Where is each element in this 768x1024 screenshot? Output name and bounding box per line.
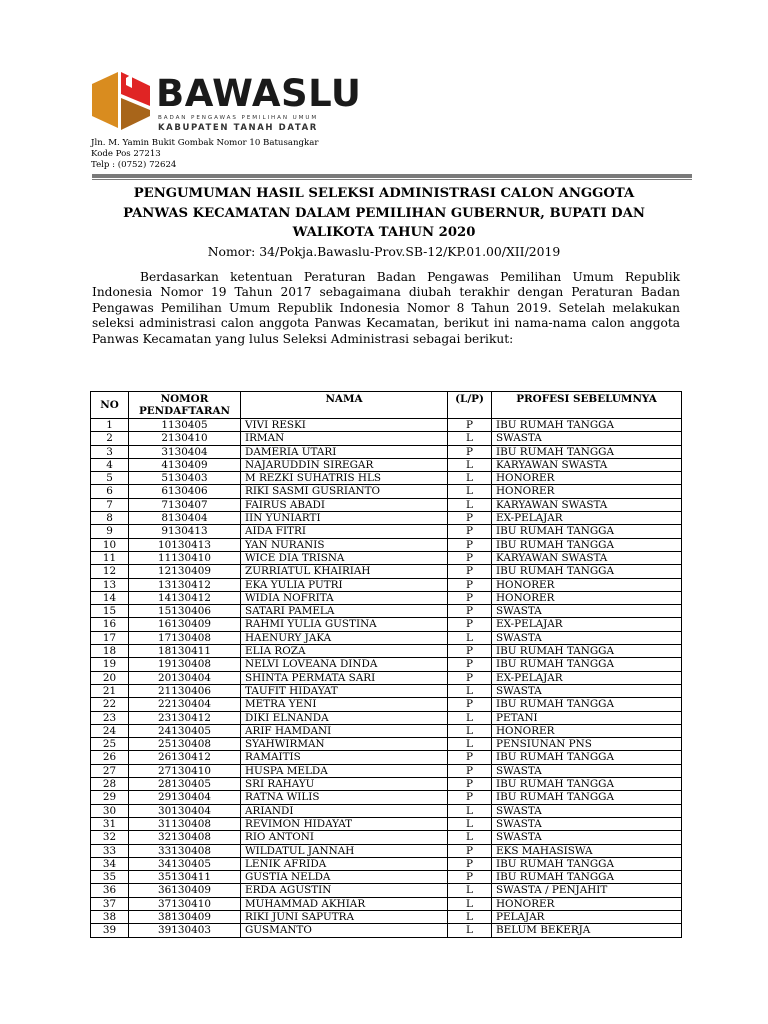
row-profesi: HONORER bbox=[492, 485, 682, 498]
table-row bbox=[91, 924, 682, 937]
row-nomor-pendaftaran: 37130410 bbox=[129, 897, 241, 910]
row-profesi: EX-PELAJAR bbox=[492, 512, 682, 525]
row-nama: DAMERIA UTARI bbox=[241, 445, 448, 458]
row-nomor-pendaftaran: 4130409 bbox=[129, 458, 241, 471]
row-nomor-pendaftaran: 19130408 bbox=[129, 658, 241, 671]
row-nomor-pendaftaran: 35130411 bbox=[129, 871, 241, 884]
row-no: 32 bbox=[91, 831, 129, 844]
table-row bbox=[91, 645, 682, 658]
row-profesi: HONORER bbox=[492, 472, 682, 485]
row-profesi: IBU RUMAH TANGGA bbox=[492, 445, 682, 458]
table-row bbox=[91, 419, 682, 432]
row-lp: P bbox=[448, 578, 492, 591]
row-lp: P bbox=[448, 591, 492, 604]
table-header-row bbox=[91, 392, 682, 419]
row-lp: L bbox=[448, 910, 492, 923]
row-no: 18 bbox=[91, 645, 129, 658]
row-no: 23 bbox=[91, 711, 129, 724]
row-lp: L bbox=[448, 804, 492, 817]
row-no: 36 bbox=[91, 884, 129, 897]
table-row bbox=[91, 445, 682, 458]
row-no: 30 bbox=[91, 804, 129, 817]
row-nomor-pendaftaran: 12130409 bbox=[129, 565, 241, 578]
row-nomor-pendaftaran: 2130410 bbox=[129, 432, 241, 445]
row-lp: L bbox=[448, 924, 492, 937]
row-profesi: IBU RUMAH TANGGA bbox=[492, 791, 682, 804]
row-profesi: HONORER bbox=[492, 724, 682, 737]
table-row bbox=[91, 884, 682, 897]
row-lp: P bbox=[448, 565, 492, 578]
header-no: NO bbox=[91, 392, 129, 419]
title-line-2: PANWAS KECAMATAN DALAM PEMILIHAN GUBERNUR, BUPATI DAN bbox=[123, 205, 645, 221]
row-profesi: IBU RUMAH TANGGA bbox=[492, 538, 682, 551]
row-nama: SRI RAHAYU bbox=[241, 778, 448, 791]
row-profesi: PETANI bbox=[492, 711, 682, 724]
row-nama: ELIA ROZA bbox=[241, 645, 448, 658]
row-nama: LENIK AFRIDA bbox=[241, 857, 448, 870]
row-lp: P bbox=[448, 618, 492, 631]
row-no: 27 bbox=[91, 764, 129, 777]
row-lp: L bbox=[448, 897, 492, 910]
table-row bbox=[91, 658, 682, 671]
table-row bbox=[91, 871, 682, 884]
table-row bbox=[91, 618, 682, 631]
table-row bbox=[91, 458, 682, 471]
row-profesi: IBU RUMAH TANGGA bbox=[492, 871, 682, 884]
row-no: 29 bbox=[91, 791, 129, 804]
table-row bbox=[91, 472, 682, 485]
row-nomor-pendaftaran: 32130408 bbox=[129, 831, 241, 844]
table-row bbox=[91, 844, 682, 857]
row-nomor-pendaftaran: 11130410 bbox=[129, 551, 241, 564]
row-profesi: IBU RUMAH TANGGA bbox=[492, 698, 682, 711]
table-row bbox=[91, 791, 682, 804]
row-no: 19 bbox=[91, 658, 129, 671]
row-no: 10 bbox=[91, 538, 129, 551]
row-nomor-pendaftaran: 23130412 bbox=[129, 711, 241, 724]
table-row bbox=[91, 512, 682, 525]
row-no: 2 bbox=[91, 432, 129, 445]
row-nomor-pendaftaran: 22130404 bbox=[129, 698, 241, 711]
row-no: 8 bbox=[91, 512, 129, 525]
row-no: 9 bbox=[91, 525, 129, 538]
row-profesi: KARYAWAN SWASTA bbox=[492, 458, 682, 471]
row-nama: NAJARUDDIN SIREGAR bbox=[241, 458, 448, 471]
row-nama: FAIRUS ABADI bbox=[241, 498, 448, 511]
row-lp: P bbox=[448, 512, 492, 525]
row-nomor-pendaftaran: 17130408 bbox=[129, 631, 241, 644]
bawaslu-emblem-icon bbox=[90, 70, 156, 132]
row-no: 11 bbox=[91, 551, 129, 564]
row-nomor-pendaftaran: 7130407 bbox=[129, 498, 241, 511]
table-row bbox=[91, 857, 682, 870]
row-nomor-pendaftaran: 24130405 bbox=[129, 724, 241, 737]
row-profesi: SWASTA bbox=[492, 831, 682, 844]
row-no: 12 bbox=[91, 565, 129, 578]
table-row bbox=[91, 565, 682, 578]
header-nama: NAMA bbox=[241, 392, 448, 419]
row-no: 5 bbox=[91, 472, 129, 485]
title-line-3: WALIKOTA TAHUN 2020 bbox=[292, 225, 476, 240]
row-nama: ARIF HAMDANI bbox=[241, 724, 448, 737]
row-nama: RAHMI YULIA GUSTINA bbox=[241, 618, 448, 631]
row-nomor-pendaftaran: 27130410 bbox=[129, 764, 241, 777]
row-lp: L bbox=[448, 498, 492, 511]
table-row bbox=[91, 671, 682, 684]
table-row bbox=[91, 724, 682, 737]
row-profesi: IBU RUMAH TANGGA bbox=[492, 857, 682, 870]
row-nama: METRA YENI bbox=[241, 698, 448, 711]
row-nama: ARIANDI bbox=[241, 804, 448, 817]
row-lp: L bbox=[448, 485, 492, 498]
row-nomor-pendaftaran: 10130413 bbox=[129, 538, 241, 551]
row-no: 14 bbox=[91, 591, 129, 604]
row-profesi: SWASTA bbox=[492, 605, 682, 618]
row-lp: P bbox=[448, 605, 492, 618]
row-lp: P bbox=[448, 645, 492, 658]
row-profesi: IBU RUMAH TANGGA bbox=[492, 525, 682, 538]
table-row bbox=[91, 591, 682, 604]
row-no: 15 bbox=[91, 605, 129, 618]
row-nama: EKA YULIA PUTRI bbox=[241, 578, 448, 591]
bawaslu-logo bbox=[90, 70, 362, 134]
row-lp: P bbox=[448, 751, 492, 764]
row-no: 7 bbox=[91, 498, 129, 511]
row-profesi: BELUM BEKERJA bbox=[492, 924, 682, 937]
table-row bbox=[91, 778, 682, 791]
table-row bbox=[91, 578, 682, 591]
brand-name: BAWASLU bbox=[156, 72, 362, 115]
row-lp: P bbox=[448, 671, 492, 684]
row-profesi: IBU RUMAH TANGGA bbox=[492, 778, 682, 791]
row-nomor-pendaftaran: 25130408 bbox=[129, 738, 241, 751]
row-nomor-pendaftaran: 21130406 bbox=[129, 684, 241, 697]
row-lp: P bbox=[448, 419, 492, 432]
row-no: 25 bbox=[91, 738, 129, 751]
row-lp: P bbox=[448, 857, 492, 870]
table-row bbox=[91, 711, 682, 724]
row-no: 17 bbox=[91, 631, 129, 644]
table-row bbox=[91, 817, 682, 830]
row-profesi: IBU RUMAH TANGGA bbox=[492, 751, 682, 764]
table-row bbox=[91, 631, 682, 644]
row-nomor-pendaftaran: 6130406 bbox=[129, 485, 241, 498]
table-row bbox=[91, 525, 682, 538]
row-nama: RIO ANTONI bbox=[241, 831, 448, 844]
row-lp: P bbox=[448, 764, 492, 777]
row-nama: RIKI JUNI SAPUTRA bbox=[241, 910, 448, 923]
row-nomor-pendaftaran: 9130413 bbox=[129, 525, 241, 538]
row-profesi: PENSIUNAN PNS bbox=[492, 738, 682, 751]
row-no: 13 bbox=[91, 578, 129, 591]
row-no: 33 bbox=[91, 844, 129, 857]
row-no: 4 bbox=[91, 458, 129, 471]
table-row bbox=[91, 698, 682, 711]
row-nomor-pendaftaran: 30130404 bbox=[129, 804, 241, 817]
row-nomor-pendaftaran: 8130404 bbox=[129, 512, 241, 525]
row-lp: L bbox=[448, 432, 492, 445]
address-phone: Telp : (0752) 72624 bbox=[91, 160, 177, 170]
row-nomor-pendaftaran: 29130404 bbox=[129, 791, 241, 804]
row-lp: P bbox=[448, 778, 492, 791]
header-nomor-pendaftaran bbox=[129, 392, 241, 419]
table-row bbox=[91, 485, 682, 498]
row-profesi: SWASTA bbox=[492, 684, 682, 697]
row-nama: ZURRIATUL KHAIRIAH bbox=[241, 565, 448, 578]
row-nama: WILDATUL JANNAH bbox=[241, 844, 448, 857]
row-no: 24 bbox=[91, 724, 129, 737]
header-nomor-line2: PENDAFTARAN bbox=[138, 405, 231, 418]
row-profesi: IBU RUMAH TANGGA bbox=[492, 419, 682, 432]
row-no: 28 bbox=[91, 778, 129, 791]
row-nama: RATNA WILIS bbox=[241, 791, 448, 804]
row-nama: GUSMANTO bbox=[241, 924, 448, 937]
row-lp: P bbox=[448, 445, 492, 458]
header-divider-thin bbox=[92, 179, 692, 180]
row-lp: P bbox=[448, 844, 492, 857]
row-lp: P bbox=[448, 658, 492, 671]
row-no: 21 bbox=[91, 684, 129, 697]
row-no: 1 bbox=[91, 419, 129, 432]
brand-region: KABUPATEN TANAH DATAR bbox=[158, 123, 318, 133]
row-nomor-pendaftaran: 26130412 bbox=[129, 751, 241, 764]
document-number: Nomor: 34/Pokja.Bawaslu-Prov.SB-12/KP.01.00/XII/2019 bbox=[207, 244, 561, 259]
row-profesi: EX-PELAJAR bbox=[492, 671, 682, 684]
row-nomor-pendaftaran: 20130404 bbox=[129, 671, 241, 684]
table-row bbox=[91, 684, 682, 697]
row-no: 35 bbox=[91, 871, 129, 884]
row-nama: SATARI PAMELA bbox=[241, 605, 448, 618]
row-no: 20 bbox=[91, 671, 129, 684]
row-nama: TAUFIT HIDAYAT bbox=[241, 684, 448, 697]
row-nama: AIDA FITRI bbox=[241, 525, 448, 538]
table-row bbox=[91, 831, 682, 844]
row-profesi: EKS MAHASISWA bbox=[492, 844, 682, 857]
table-row bbox=[91, 764, 682, 777]
row-no: 37 bbox=[91, 897, 129, 910]
row-profesi: HONORER bbox=[492, 578, 682, 591]
table-row bbox=[91, 432, 682, 445]
brand-subtitle: BADAN PENGAWAS PEMILIHAN UMUM bbox=[158, 115, 319, 121]
row-profesi: SWASTA bbox=[492, 631, 682, 644]
row-lp: L bbox=[448, 684, 492, 697]
row-nomor-pendaftaran: 1130405 bbox=[129, 419, 241, 432]
row-lp: L bbox=[448, 738, 492, 751]
row-no: 22 bbox=[91, 698, 129, 711]
table-row bbox=[91, 551, 682, 564]
row-nama: RIKI SASMI GUSRIANTO bbox=[241, 485, 448, 498]
row-profesi: IBU RUMAH TANGGA bbox=[492, 565, 682, 578]
row-nomor-pendaftaran: 39130403 bbox=[129, 924, 241, 937]
table-row bbox=[91, 538, 682, 551]
address-block bbox=[91, 138, 318, 171]
row-lp: L bbox=[448, 831, 492, 844]
row-lp: P bbox=[448, 551, 492, 564]
row-nama: ERDA AGUSTIN bbox=[241, 884, 448, 897]
row-profesi: KARYAWAN SWASTA bbox=[492, 498, 682, 511]
row-nomor-pendaftaran: 18130411 bbox=[129, 645, 241, 658]
header-lp: (L/P) bbox=[448, 392, 492, 419]
row-nama: NELVI LOVEANA DINDA bbox=[241, 658, 448, 671]
row-nama: RAMAITIS bbox=[241, 751, 448, 764]
address-postcode: Kode Pos 27213 bbox=[91, 149, 161, 159]
intro-paragraph: Berdasarkan ketentuan Peraturan Badan Pengawas Pemilihan Umum Republik Indonesia Nomor 19 Tahun 2017 sebagaimana diubah terakhir dengan Peraturan Badan Pengawas Pemilihan Umum Republik Indonesia Nomor 8 Tahun 2019. Setelah melakukan seleksi administrasi calon anggota Panwas Kecamatan, berikut ini nama-nama calon anggota Panwas Kecamatan yang lulus Seleksi Administrasi sebagai berikut: bbox=[92, 270, 680, 346]
row-nama: WIDIA NOFRITA bbox=[241, 591, 448, 604]
row-nomor-pendaftaran: 15130406 bbox=[129, 605, 241, 618]
row-nomor-pendaftaran: 5130403 bbox=[129, 472, 241, 485]
row-profesi: HONORER bbox=[492, 897, 682, 910]
row-nama: IIN YUNIARTI bbox=[241, 512, 448, 525]
row-lp: L bbox=[448, 631, 492, 644]
row-profesi: IBU RUMAH TANGGA bbox=[492, 645, 682, 658]
row-no: 16 bbox=[91, 618, 129, 631]
row-nomor-pendaftaran: 14130412 bbox=[129, 591, 241, 604]
table-row bbox=[91, 910, 682, 923]
row-nomor-pendaftaran: 38130409 bbox=[129, 910, 241, 923]
row-profesi: SWASTA bbox=[492, 764, 682, 777]
row-lp: P bbox=[448, 538, 492, 551]
row-profesi: KARYAWAN SWASTA bbox=[492, 551, 682, 564]
header-nomor-line1: NOMOR bbox=[160, 393, 209, 405]
row-nomor-pendaftaran: 28130405 bbox=[129, 778, 241, 791]
table-row bbox=[91, 605, 682, 618]
row-nomor-pendaftaran: 34130405 bbox=[129, 857, 241, 870]
table-row bbox=[91, 751, 682, 764]
announcement-title bbox=[92, 184, 676, 243]
row-nomor-pendaftaran: 16130409 bbox=[129, 618, 241, 631]
row-nama: YAN NURANIS bbox=[241, 538, 448, 551]
row-lp: P bbox=[448, 791, 492, 804]
row-lp: L bbox=[448, 724, 492, 737]
row-nama: M REZKI SUHATRIS HLS bbox=[241, 472, 448, 485]
row-profesi: EX-PELAJAR bbox=[492, 618, 682, 631]
row-profesi: SWASTA bbox=[492, 432, 682, 445]
row-nama: REVIMON HIDAYAT bbox=[241, 817, 448, 830]
row-lp: P bbox=[448, 525, 492, 538]
row-nama: WICE DIA TRISNA bbox=[241, 551, 448, 564]
row-no: 26 bbox=[91, 751, 129, 764]
address-street: Jln. M. Yamin Bukit Gombak Nomor 10 Batusangkar bbox=[91, 138, 319, 148]
row-nama: IRMAN bbox=[241, 432, 448, 445]
header-divider bbox=[92, 174, 692, 178]
candidate-table bbox=[90, 391, 682, 938]
table-row bbox=[91, 897, 682, 910]
header-profesi: PROFESI SEBELUMNYA bbox=[492, 392, 682, 419]
row-nama: SYAHWIRMAN bbox=[241, 738, 448, 751]
row-lp: L bbox=[448, 884, 492, 897]
table-row bbox=[91, 804, 682, 817]
row-nama: HUSPA MELDA bbox=[241, 764, 448, 777]
row-nomor-pendaftaran: 3130404 bbox=[129, 445, 241, 458]
row-nomor-pendaftaran: 33130408 bbox=[129, 844, 241, 857]
row-nama: SHINTA PERMATA SARI bbox=[241, 671, 448, 684]
row-profesi: PELAJAR bbox=[492, 910, 682, 923]
row-nomor-pendaftaran: 36130409 bbox=[129, 884, 241, 897]
row-nama: DIKI ELNANDA bbox=[241, 711, 448, 724]
row-no: 34 bbox=[91, 857, 129, 870]
row-lp: L bbox=[448, 458, 492, 471]
row-no: 31 bbox=[91, 817, 129, 830]
row-no: 39 bbox=[91, 924, 129, 937]
row-nama: GUSTIA NELDA bbox=[241, 871, 448, 884]
row-nama: VIVI RESKI bbox=[241, 419, 448, 432]
row-no: 3 bbox=[91, 445, 129, 458]
row-no: 6 bbox=[91, 485, 129, 498]
row-profesi: HONORER bbox=[492, 591, 682, 604]
row-lp: L bbox=[448, 817, 492, 830]
row-nomor-pendaftaran: 13130412 bbox=[129, 578, 241, 591]
table-row bbox=[91, 738, 682, 751]
row-lp: L bbox=[448, 472, 492, 485]
row-lp: L bbox=[448, 711, 492, 724]
row-no: 38 bbox=[91, 910, 129, 923]
row-nama: HAENURY JAKA bbox=[241, 631, 448, 644]
row-nomor-pendaftaran: 31130408 bbox=[129, 817, 241, 830]
table-row bbox=[91, 498, 682, 511]
row-nama: MUHAMMAD AKHIAR bbox=[241, 897, 448, 910]
row-profesi: SWASTA / PENJAHIT bbox=[492, 884, 682, 897]
row-lp: P bbox=[448, 871, 492, 884]
row-profesi: SWASTA bbox=[492, 817, 682, 830]
row-profesi: SWASTA bbox=[492, 804, 682, 817]
row-lp: P bbox=[448, 698, 492, 711]
row-profesi: IBU RUMAH TANGGA bbox=[492, 658, 682, 671]
title-line-1: PENGUMUMAN HASIL SELEKSI ADMINISTRASI CALON ANGGOTA bbox=[133, 186, 635, 201]
